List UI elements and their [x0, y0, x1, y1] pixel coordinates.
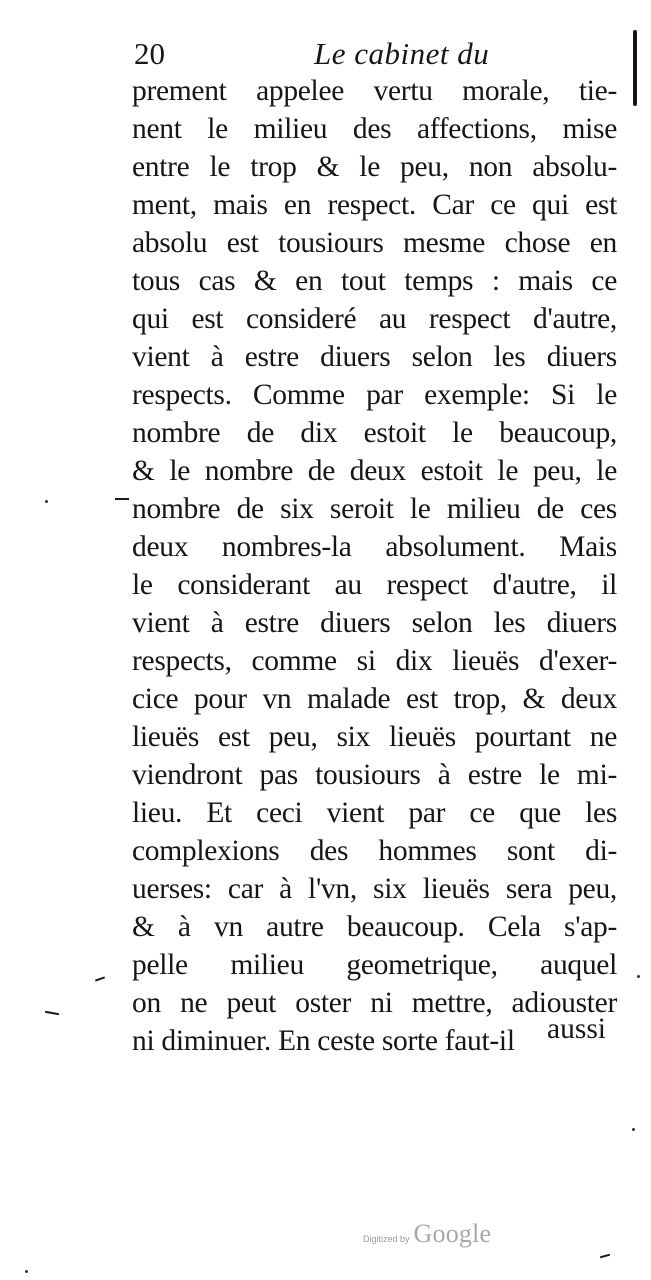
text-line: nombre de dix estoit le beaucoup,	[132, 417, 617, 449]
catchword: aussi	[547, 1013, 606, 1045]
page-number: 20	[134, 36, 165, 71]
body-text	[132, 72, 617, 1060]
page-header	[132, 32, 612, 74]
text-line: lieuës est peu, six lieuës pourtant ne	[132, 721, 617, 753]
text-line: le considerant au respect d'autre, il	[132, 569, 617, 601]
ink-mark	[115, 498, 129, 500]
text-line: on ne peut oster ni mettre, adiouster	[132, 987, 617, 1019]
ink-mark	[95, 976, 105, 981]
running-title: Le cabinet du	[314, 36, 490, 71]
ink-speck	[637, 975, 640, 978]
ink-speck	[25, 1270, 28, 1273]
digitized-watermark	[363, 1219, 491, 1249]
text-line: vient à estre diuers selon les diuers	[132, 607, 617, 639]
text-line: uerses: car à l'vn, six lieuës sera peu,	[132, 873, 617, 905]
ink-speck	[632, 1128, 635, 1131]
text-line: qui est consideré au respect d'autre,	[132, 303, 617, 335]
text-line: deux nombres-la absolument. Mais	[132, 531, 617, 563]
text-line: & à vn autre beaucoup. Cela s'ap-	[132, 911, 617, 943]
text-line: nent le milieu des affections, mise	[132, 113, 617, 145]
text-line: ni diminuer. En ceste sorte faut-il	[132, 1025, 515, 1057]
ink-speck	[45, 500, 48, 503]
text-line: & le nombre de deux estoit le peu, le	[132, 455, 617, 487]
text-line: entre le trop & le peu, non absolu-	[132, 151, 617, 183]
text-line: ment, mais en respect. Car ce qui est	[132, 189, 617, 221]
google-logo: Google	[413, 1219, 492, 1248]
text-line: nombre de six seroit le milieu de ces	[132, 493, 617, 525]
digitized-label: Digitized by	[363, 1234, 410, 1244]
text-line: cice pour vn malade est trop, & deux	[132, 683, 617, 715]
gutter-shadow	[633, 30, 637, 106]
text-line: respects. Comme par exemple: Si le	[132, 379, 617, 411]
text-line: absolu est tousiours mesme chose en	[132, 227, 617, 259]
ink-mark	[45, 1011, 59, 1015]
text-line: prement appelee vertu morale, tie-	[132, 75, 617, 107]
text-line: lieu. Et ceci vient par ce que les	[132, 797, 617, 829]
text-line: viendront pas tousiours à estre le mi-	[132, 759, 617, 791]
text-line: tous cas & en tout temps : mais ce	[132, 265, 617, 297]
text-line: complexions des hommes sont di-	[132, 835, 617, 867]
text-line: respects, comme si dix lieuës d'exer-	[132, 645, 617, 677]
ink-mark	[600, 1254, 610, 1259]
text-line: vient à estre diuers selon les diuers	[132, 341, 617, 373]
text-line: pelle milieu geometrique, auquel	[132, 949, 617, 981]
